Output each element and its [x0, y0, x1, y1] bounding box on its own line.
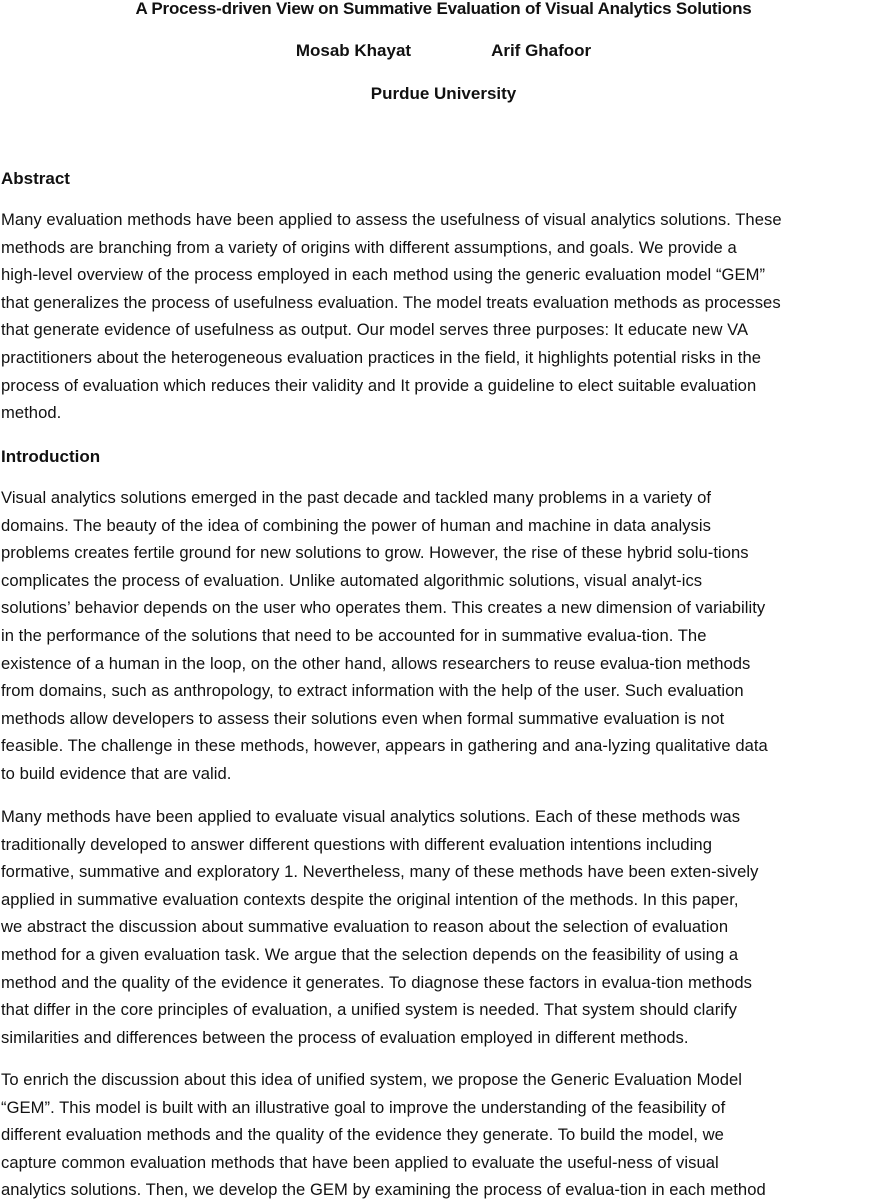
- author-name: Arif Ghafoor: [491, 41, 592, 60]
- paper-title: A Process-driven View on Summative Evaluation of Visual Analytics Solutions: [135, 0, 752, 18]
- text-line: method and the quality of the evidence it generates. To diagnose these factors in evalua-tion methods: [1, 972, 753, 992]
- text-line: methods are branching from a variety of origins with different assumptions, and goals. We provide a: [1, 237, 737, 257]
- text-line: domains. The beauty of the idea of combining the power of human and machine in data analysis: [1, 515, 711, 535]
- introduction-paragraph-3: [1, 1066, 887, 1204]
- text-line: Many methods have been applied to evaluate visual analytics solutions. Each of these methods was: [1, 807, 741, 826]
- text-line: complicates the process of evaluation. Unlike automated algorithmic solutions, visual analyt-ics: [1, 570, 703, 590]
- text-line: To enrich the discussion about this idea of unified system, we propose the Generic Evaluation Model: [1, 1070, 743, 1089]
- text-line: high-level overview of the process employed in each method using the generic evaluation model “GEM”: [1, 265, 766, 285]
- text-line: we abstract the discussion about summative evaluation to reason about the selection of evaluation: [1, 917, 729, 937]
- text-line: capture common evaluation methods that have been applied to evaluate the useful-ness of visual: [1, 1152, 719, 1172]
- author-name: Mosab Khayat: [295, 41, 412, 60]
- text-line: from domains, such as anthropology, to extract information with the help of the user. Such evaluation: [1, 681, 744, 701]
- text-line: to build evidence that are valid.: [1, 763, 232, 783]
- text-line: method for a given evaluation task. We argue that the selection depends on the feasibility of using a: [1, 944, 739, 964]
- text-line: solutions’ behavior depends on the user who operates them. This creates a new dimension of variability: [1, 598, 766, 618]
- text-line: different evaluation methods and the quality of the evidence they generate. To build the model, we: [1, 1125, 724, 1145]
- text-line: process of evaluation which reduces their validity and It provide a guideline to elect suitable evaluation: [1, 375, 757, 395]
- text-line: similarities and differences between the process of evaluation employed in different methods.: [1, 1027, 689, 1047]
- text-line: methods allow developers to assess their solutions even when formal summative evaluation is not: [1, 708, 725, 728]
- text-line: that differ in the core principles of evaluation, a unified system is needed. That system should clarify: [1, 1000, 738, 1020]
- text-line: that generalizes the process of usefulness evaluation. The model treats evaluation methods as processes: [1, 292, 781, 312]
- text-line: Visual analytics solutions emerged in the past decade and tackled many problems in a variety of: [1, 488, 712, 507]
- text-line: feasible. The challenge in these methods, however, appears in gathering and ana-lyzing qualitative data: [1, 736, 768, 756]
- text-line: existence of a human in the loop, on the other hand, allows researchers to reuse evalua-tion methods: [1, 653, 751, 673]
- text-line: problems creates fertile ground for new solutions to grow. However, the rise of these hybrid solu-tions: [1, 543, 749, 563]
- abstract-paragraph: [1, 206, 887, 427]
- author-list: [0, 40, 887, 62]
- abstract-heading: Abstract: [1, 169, 70, 188]
- introduction-heading: Introduction: [1, 447, 101, 466]
- text-line: method.: [1, 403, 62, 423]
- text-line: traditionally developed to answer different questions with different evaluation intentions including: [1, 834, 712, 854]
- text-line: analytics solutions. Then, we develop the GEM by examining the process of evalua-tion in each method: [1, 1180, 766, 1200]
- affiliation: Purdue University: [370, 84, 517, 103]
- text-line: practitioners about the heterogeneous evaluation practices in the field, it highlights potential risks in the: [1, 347, 762, 367]
- text-line: “GEM”. This model is built with an illustrative goal to improve the understanding of the feasibility of: [1, 1097, 726, 1117]
- text-line: Many evaluation methods have been applied to assess the usefulness of visual analytics solutions. These: [1, 210, 782, 229]
- text-line: formative, summative and exploratory 1. Nevertheless, many of these methods have been exten-sively: [1, 862, 759, 882]
- text-line: that generate evidence of usefulness as output. Our model serves three purposes: It educate new VA: [1, 320, 749, 340]
- introduction-paragraph-2: [1, 803, 887, 1051]
- text-line: applied in summative evaluation contexts despite the original intention of the methods. In this paper,: [1, 889, 739, 909]
- introduction-paragraph-1: [1, 484, 887, 788]
- text-line: in the performance of the solutions that need to be accounted for in summative evalua-tion. The: [1, 625, 707, 645]
